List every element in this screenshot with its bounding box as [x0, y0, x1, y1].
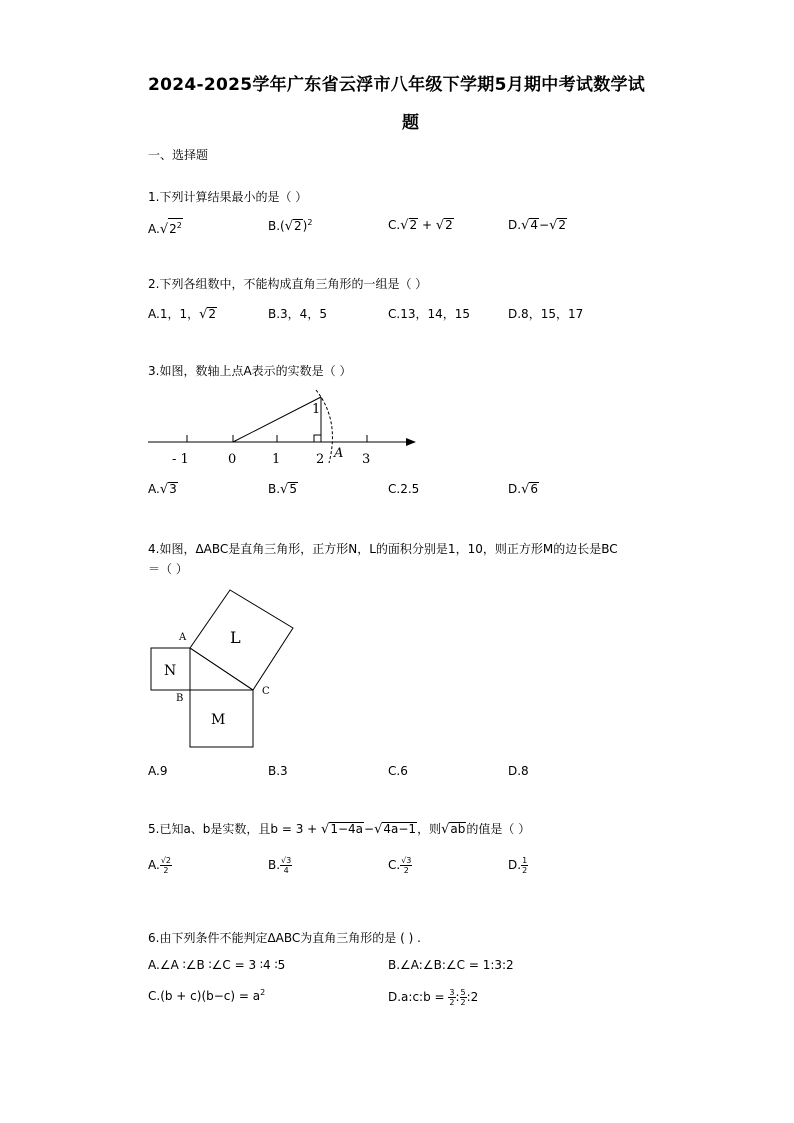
- tick-label-1: 1: [272, 452, 281, 467]
- q3-option-b: B.√5: [268, 482, 297, 497]
- q4-option-b: B.3: [268, 764, 288, 778]
- section-heading: 一、选择题: [148, 148, 209, 162]
- square-n-label: N: [164, 663, 177, 679]
- q5-option-c: C. $\frac{√3}{2}$: [388, 856, 412, 875]
- square-m-label: M: [211, 712, 226, 728]
- squares-figure: [145, 585, 300, 755]
- q1-option-d: D.√4−√2: [508, 218, 566, 233]
- question-5-stem: 5.已知a、b是实数，且b = 3 + √1−4a−√4a−1，则√ab的值是（ ）: [148, 822, 531, 837]
- q3-option-d: D.√6: [508, 482, 538, 497]
- side-ac: [190, 648, 253, 690]
- q1-option-b: $B.(√2)^2$: [268, 218, 313, 234]
- q1-option-a: $A.√2^2$: [148, 218, 183, 237]
- vertex-a-label: A: [179, 632, 187, 643]
- q2-option-a: A.1，1，√2: [148, 307, 217, 322]
- tick-label-3: 3: [362, 452, 371, 467]
- vertex-c-label: C: [262, 686, 270, 697]
- page-title-cont: 题: [402, 113, 420, 133]
- q3-option-c: C.2.5: [388, 482, 420, 496]
- height-label: 1: [312, 402, 321, 417]
- square-l-label: L: [230, 628, 241, 647]
- q3-option-a: A.√3: [148, 482, 177, 497]
- question-1-stem: 1.下列计算结果最小的是（ ）: [148, 190, 308, 204]
- q4-option-c: C.6: [388, 764, 408, 778]
- q6-option-a: A.∠A ∶∠B ∶∠C = 3 ∶4 ∶5: [148, 958, 286, 972]
- q4-option-a: A.9: [148, 764, 168, 778]
- vertex-b-label: B: [176, 693, 184, 704]
- q4-option-d: D.8: [508, 764, 529, 778]
- q1-option-c: C.√2 + √2: [388, 218, 453, 233]
- page-title: 2024-2025学年广东省云浮市八年级下学期5月期中考试数学试: [148, 75, 646, 95]
- tick-label-2: 2: [316, 452, 325, 467]
- q6-option-d: D.a:c:b = $\frac{3}{2}$ : $\frac{5}{2}$ :2: [388, 988, 479, 1007]
- right-angle-mark: [314, 435, 321, 442]
- number-line-figure: [146, 385, 421, 470]
- q2-option-b: B.3，4，5: [268, 307, 327, 321]
- point-a-label: A: [334, 446, 344, 461]
- question-3-stem: 3.如图，数轴上点A表示的实数是（ ）: [148, 364, 352, 378]
- question-4-stem: 4.如图，ΔABC是直角三角形，正方形N，L的面积分别是1，10，则正方形M的边长是BC: [148, 542, 618, 556]
- q2-option-d: D.8，15，17: [508, 307, 584, 321]
- tick-label-0: 0: [228, 452, 237, 467]
- q2-option-c: C.13，14，15: [388, 307, 471, 321]
- question-2-stem: 2.下列各组数中，不能构成直角三角形的一组是（ ）: [148, 277, 428, 291]
- q5-option-d: D. $\frac{1}{2}$: [508, 856, 528, 875]
- question-6-stem: 6.由下列条件不能判定ΔABC为直角三角形的是 ( ) .: [148, 931, 421, 945]
- q5-option-a: A. $\frac{√2}{2}$: [148, 856, 171, 875]
- question-4-stem-cont: ＝（ ）: [148, 562, 188, 576]
- square-l: [190, 590, 293, 690]
- axis-arrow: [406, 438, 416, 446]
- q5-option-b: B. $\frac{√3}{4}$: [268, 856, 292, 875]
- q6-option-b: B.∠A:∠B:∠C = 1:3:2: [388, 958, 514, 972]
- q6-option-c: $C.(b + c)(b-c) = a^2$: [148, 988, 266, 1003]
- tick-label-neg1: - 1: [172, 452, 189, 467]
